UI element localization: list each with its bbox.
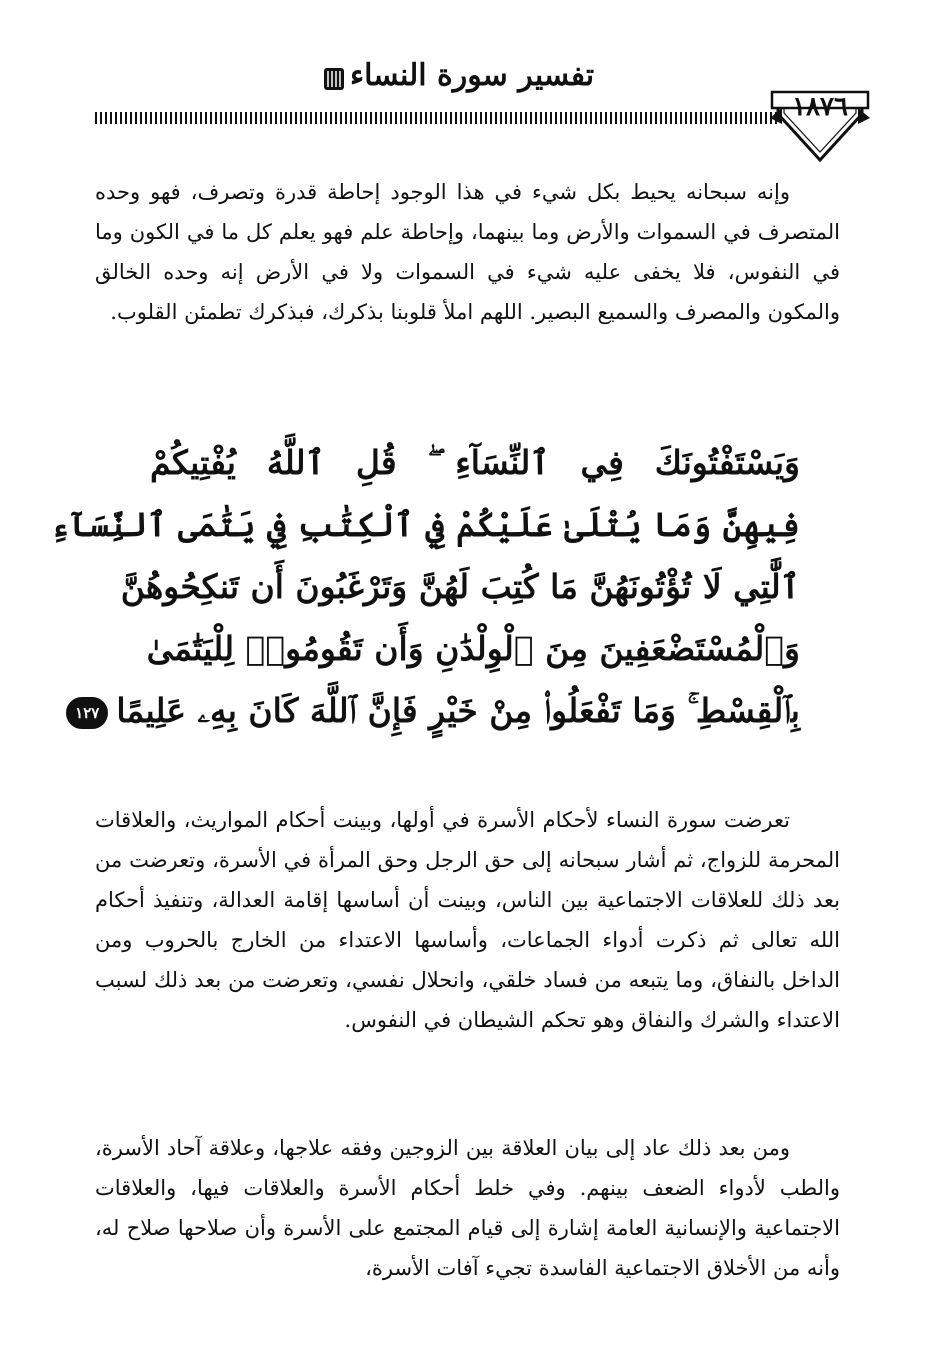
- quran-verse: [50, 432, 800, 742]
- verse-line-text: بِٱلْقِسْطِ ۚ وَمَا تَفْعَلُوا۟ مِنْ خَيْرٍ فَإِنَّ ٱللَّهَ كَانَ بِهِۦ عَلِيمًا: [116, 691, 800, 730]
- running-header-title: تفسير سورة النساء: [350, 58, 595, 93]
- header-rule: [95, 112, 779, 124]
- page-number: ١٨٧٦: [792, 92, 848, 122]
- commentary-paragraph-1: تعرضت سورة النساء لأحكام الأسرة في أولها، وبينت أحكام المواريث، والعلاقات المحرمة للزواج، ثم أشار سبحانه إلى حق الرجل وحق المرأة في الأسرة، وتعرضت من بعد ذلك للعلاقات الاجتماعية بين الناس، وبينت أن أساسها إقامة العدالة، وتنفيذ أحكام الله تعالى ثم ذكرت أدواء الجماعات، وأساسها الاعتداء من الخارج بالحروب ومن الداخل بالنفاق، وما يتبعه من فساد خلقي، وانحلال نفسي، وتعرضت من بعد ذلك لسبب الاعتداء والشرك والنفاق وهو تحكم الشيطان في النفوس.: [95, 808, 840, 1032]
- ayah-number-marker: ١٢٧: [66, 697, 108, 729]
- verse-line: وَيَسْتَفْتُونَكَ فِي ٱلنِّسَآءِ ۖ قُلِ ٱللَّهُ يُفْتِيكُمْ: [150, 443, 800, 482]
- verse-line: [75, 680, 800, 742]
- verse-line: ٱلَّٰتِي لَا تُؤْتُونَهُنَّ مَا كُتِبَ لَهُنَّ وَتَرْغَبُونَ أَن تَنكِحُوهُنَّ: [120, 567, 800, 606]
- intro-paragraph: وإنه سبحانه يحيط بكل شيء في هذا الوجود إحاطة قدرة وتصرف، فهو وحده المتصرف في السموات والأرض وما بينهما، وإحاطة علم فهو يعلم كل ما في الكون وما في النفوس، فلا يخفى عليه شيء في السموات ولا في الأرض إنه وحده الخالق والمكون والمصرف والسميع البصير. اللهم املأ قلوبنا بذكرك، فبذكرك تطمئن القلوب.: [95, 180, 840, 324]
- verse-line: وَٱلْمُسْتَضْعَفِينَ مِنَ ٱلْوِلْدَٰنِ وَأَن تَقُومُوا۟ لِلْيَتَٰمَىٰ: [146, 629, 800, 668]
- verse-line: فِيهِنَّ وَمَا يُتْلَىٰ عَلَيْكُمْ فِي ٱلْكِتَٰبِ فِي يَتَٰمَى ٱلنِّسَآءِ: [50, 505, 800, 544]
- header-ornament-icon: [323, 66, 345, 92]
- commentary-paragraph-2: ومن بعد ذلك عاد إلى بيان العلاقة بين الزوجين وفقه علاجها، وعلاقة آحاد الأسرة، والطب لأدواء الضعف بينهم. وفي خلط أحكام الأسرة والعلاقات فيها، والعلاقات الاجتماعية والإنسانية العامة إشارة إلى قيام المجتمع على الأسرة وأن صلاحها صلاح له، وأنه من الأخلاق الاجتماعية الفاسدة تجيء آفات الأسرة،: [95, 1136, 840, 1280]
